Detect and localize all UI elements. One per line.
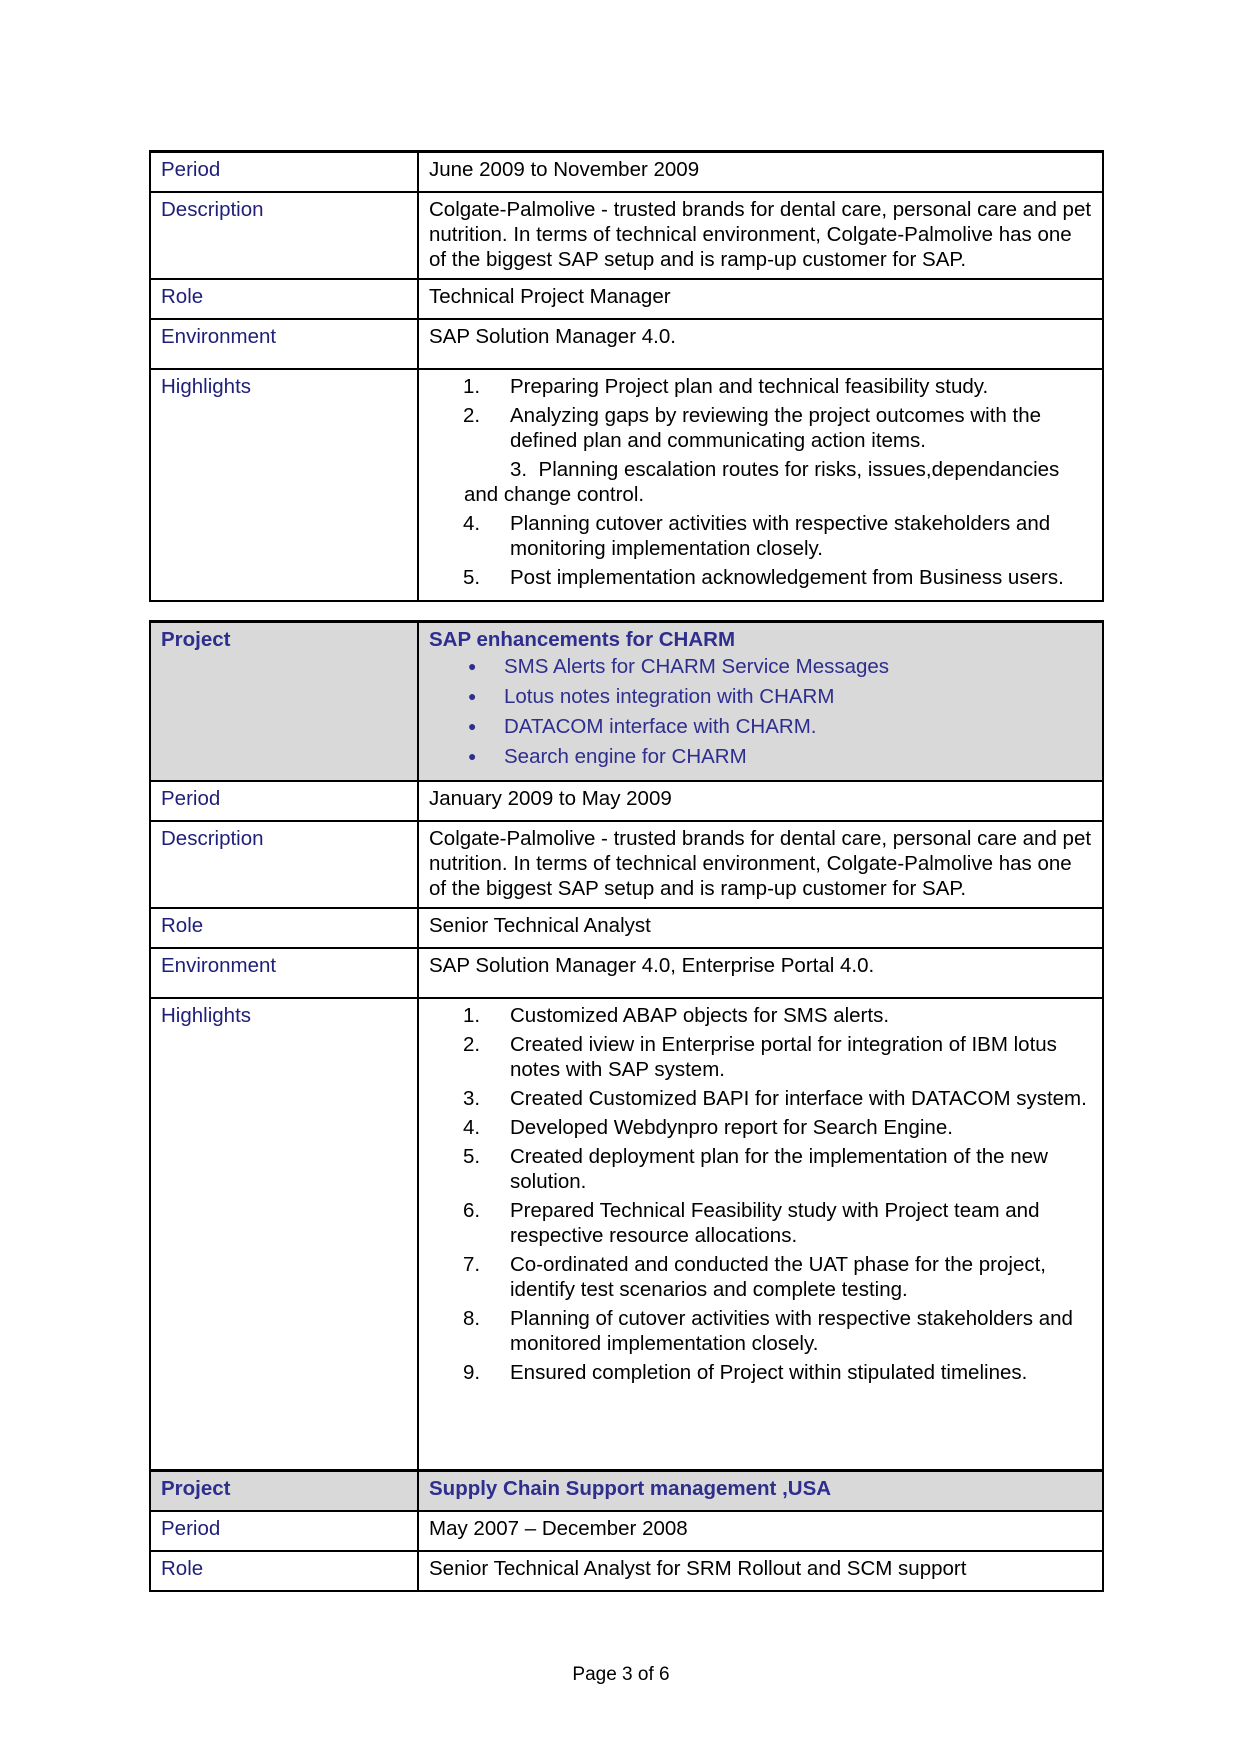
project-title: Supply Chain Support management ,USA [418,1471,1103,1512]
project-row-2 [150,1471,1103,1512]
role-label: Role [150,908,418,948]
list-text: Lotus notes integration with CHARM [504,685,835,708]
environment-value: SAP Solution Manager 4.0, Enterprise Portal 4.0. [418,948,1103,998]
list-text: Prepared Technical Feasibility study with Project team and respective resource allocations. [510,1199,1040,1247]
list-number: 2. [463,1033,481,1056]
list-item [429,1198,1092,1248]
list-number: 1. [463,375,481,398]
list-number: 9. [463,1361,481,1384]
list-number: 4. [463,512,481,535]
list-item [429,1144,1092,1194]
list-item [429,511,1092,561]
highlights-cell [418,998,1103,1471]
project-table-1 [149,150,1104,602]
list-text: Analyzing gaps by reviewing the project outcomes with the defined plan and communicating action items. [510,404,1042,452]
list-number: 2. [463,404,481,427]
period-value: January 2009 to May 2009 [418,781,1103,821]
highlights-list [429,374,1092,590]
period-label: Period [150,152,418,193]
period-row [150,1511,1103,1551]
environment-label: Environment [150,948,418,998]
list-item [429,403,1092,453]
list-item [429,1003,1092,1028]
list-item [429,457,1092,507]
list-text: Customized ABAP objects for SMS alerts. [510,1004,890,1027]
period-value: June 2009 to November 2009 [418,152,1103,193]
environment-row [150,948,1103,998]
list-text: Created Customized BAPI for interface with DATACOM system. [510,1087,1087,1110]
environment-label: Environment [150,319,418,369]
list-text: Created iview in Enterprise portal for integration of IBM lotus notes with SAP system. [510,1033,1057,1081]
list-item [429,1306,1092,1356]
bullet-icon: ● [468,718,477,734]
list-number: 1. [463,1004,481,1027]
list-number: 5. [463,1145,481,1168]
list-number: 3. [463,1087,481,1110]
role-label: Role [150,279,418,319]
role-label: Role [150,1551,418,1591]
list-text: Created deployment plan for the implementation of the new solution. [510,1145,1048,1193]
highlights-cell [418,369,1103,601]
list-number: 4. [463,1116,481,1139]
list-item [429,565,1092,590]
project-title: SAP enhancements for CHARM [429,628,736,651]
role-row [150,279,1103,319]
list-text: Ensured completion of Project within stipulated timelines. [510,1361,1028,1384]
list-text: DATACOM interface with CHARM. [504,715,817,738]
project-label: Project [150,622,418,782]
list-item [429,744,1092,769]
list-text: Planning of cutover activities with respective stakeholders and monitored implementation closely. [510,1307,1073,1355]
environment-value: SAP Solution Manager 4.0. [418,319,1103,369]
description-label: Description [150,192,418,279]
list-number: 5. [463,566,481,589]
project-cell [418,622,1103,782]
list-item [429,374,1092,399]
role-value: Senior Technical Analyst [418,908,1103,948]
highlights-label: Highlights [150,369,418,601]
page-number: Page 3 of 6 [572,1664,670,1685]
highlights-list [429,1003,1092,1385]
description-value: Colgate-Palmolive - trusted brands for dental care, personal care and pet nutrition. In terms of technical environment, Colgate-Palmolive has one of the biggest SAP setup and is ramp-up customer for SAP. [418,192,1103,279]
list-item [429,684,1092,709]
highlights-label: Highlights [150,998,418,1471]
description-label: Description [150,821,418,908]
list-text: Planning escalation routes for risks, issues,dependancies and change control. [464,458,1060,506]
period-row [150,152,1103,193]
list-text: Co-ordinated and conducted the UAT phase for the project, identify test scenarios and complete testing. [510,1253,1046,1301]
project-bullets [429,654,1092,769]
list-number: 7. [463,1253,481,1276]
role-row [150,908,1103,948]
project-label: Project [150,1471,418,1512]
highlights-row [150,998,1103,1471]
list-item [429,1252,1092,1302]
list-number: 8. [463,1307,481,1330]
list-number: 3. [510,458,528,481]
bullet-icon: ● [468,658,477,674]
list-text: Planning cutover activities with respective stakeholders and monitoring implementation closely. [510,512,1051,560]
list-text: Search engine for CHARM [504,745,747,768]
period-label: Period [150,781,418,821]
list-number: 6. [463,1199,481,1222]
period-label: Period [150,1511,418,1551]
role-row [150,1551,1103,1591]
project-row [150,622,1103,782]
period-value: May 2007 – December 2008 [418,1511,1103,1551]
list-text: Developed Webdynpro report for Search Engine. [510,1116,953,1139]
description-row [150,821,1103,908]
list-text: Post implementation acknowledgement from Business users. [510,566,1064,589]
bullet-icon: ● [468,748,477,764]
list-text: Preparing Project plan and technical feasibility study. [510,375,989,398]
highlights-row [150,369,1103,601]
list-item [429,714,1092,739]
description-value: Colgate-Palmolive - trusted brands for dental care, personal care and pet nutrition. In terms of technical environment, Colgate-Palmolive has one of the biggest SAP setup and is ramp-up customer for SAP. [418,821,1103,908]
bullet-icon: ● [468,688,477,704]
period-row [150,781,1103,821]
list-item [429,1086,1092,1111]
list-item [429,1360,1092,1385]
description-row [150,192,1103,279]
role-value: Technical Project Manager [418,279,1103,319]
list-item [429,1032,1092,1082]
environment-row [150,319,1103,369]
project-table-2 [149,620,1104,1592]
list-item [429,654,1092,679]
list-item [429,1115,1092,1140]
role-value: Senior Technical Analyst for SRM Rollout and SCM support [418,1551,1103,1591]
list-text: SMS Alerts for CHARM Service Messages [504,655,890,678]
